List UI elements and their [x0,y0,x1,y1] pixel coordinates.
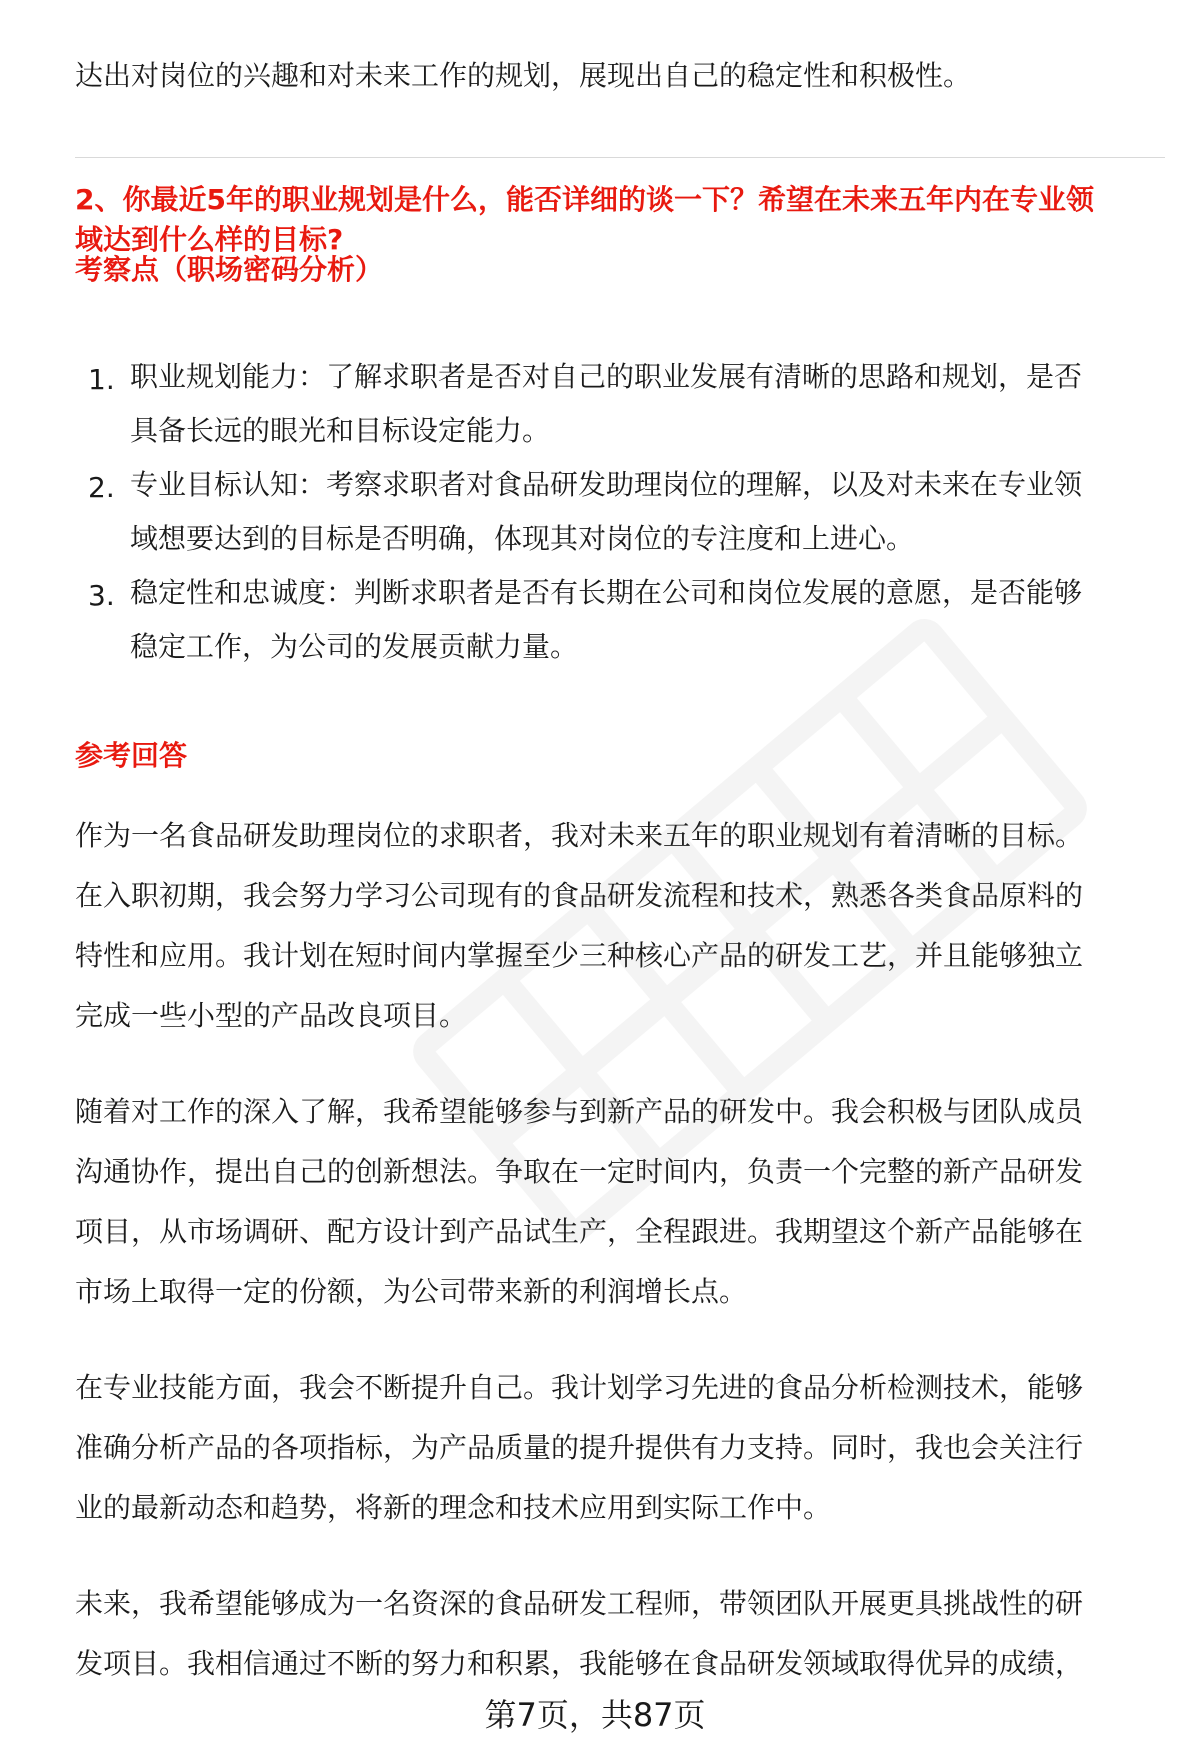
answer-line: 业的最新动态和趋势，将新的理念和技术应用到实际工作中。 [75,1491,832,1524]
answer-line: 项目，从市场调研、配方设计到产品试生产，全程跟进。我期望这个新产品能够在 [75,1215,1084,1248]
point-number: 1. [88,363,115,396]
answer-line: 发项目。我相信通过不断的努力和积累，我能够在食品研发领域取得优异的成绩， [75,1647,1084,1680]
answer-line: 特性和应用。我计划在短时间内掌握至少三种核心产品的研发工艺，并且能够独立 [75,939,1084,972]
point-number: 3. [88,579,115,612]
point-line: 稳定性和忠诚度：判断求职者是否有长期在公司和岗位发展的意愿，是否能够 [130,576,1083,609]
page-number-footer: 第7页，共87页 [484,1696,706,1734]
reference-heading: 参考回答 [75,739,188,772]
assessment-point [75,350,1165,458]
answer-line: 在入职初期，我会努力学习公司现有的食品研发流程和技术，熟悉各类食品原料的 [75,879,1084,912]
assessment-points-list [75,350,1165,674]
answer-line: 沟通协作，提出自己的创新想法。争取在一定时间内，负责一个完整的新产品研发 [75,1155,1084,1188]
point-line: 稳定工作，为公司的发展贡献力量。 [130,630,579,663]
answer-paragraph [75,1082,1165,1322]
question-line: 2、你最近5年的职业规划是什么，能否详细的谈一下？希望在未来五年内在专业领 [75,183,1094,216]
section-divider [75,157,1165,158]
answer-paragraph [75,806,1165,1046]
answer-line: 随着对工作的深入了解，我希望能够参与到新产品的研发中。我会积极与团队成员 [75,1095,1084,1128]
answer-line: 市场上取得一定的份额，为公司带来新的利润增长点。 [75,1275,748,1308]
answer-line: 在专业技能方面，我会不断提升自己。我计划学习先进的食品分析检测技术，能够 [75,1371,1084,1404]
assessment-heading: 考察点（职场密码分析） [75,253,384,286]
answer-line: 完成一些小型的产品改良项目。 [75,999,468,1032]
answer-paragraph [75,1574,1165,1694]
answer-paragraph [75,1358,1165,1538]
answer-line: 准确分析产品的各项指标，为产品质量的提升提供有力支持。同时，我也会关注行 [75,1431,1084,1464]
point-line: 职业规划能力：了解求职者是否对自己的职业发展有清晰的思路和规划，是否 [130,360,1083,393]
assessment-point [75,566,1165,674]
point-line: 具备长远的眼光和目标设定能力。 [130,414,551,447]
question-line: 域达到什么样的目标? [75,223,344,256]
intro-paragraph: 达出对岗位的兴趣和对未来工作的规划，展现出自己的稳定性和积极性。 [75,59,972,92]
point-line: 专业目标认知：考察求职者对食品研发助理岗位的理解，以及对未来在专业领 [130,468,1083,501]
point-number: 2. [88,471,115,504]
question-heading [75,180,1165,260]
answer-line: 未来，我希望能够成为一名资深的食品研发工程师，带领团队开展更具挑战性的研 [75,1587,1084,1620]
assessment-point [75,458,1165,566]
answer-line: 作为一名食品研发助理岗位的求职者，我对未来五年的职业规划有着清晰的目标。 [75,819,1084,852]
point-line: 域想要达到的目标是否明确，体现其对岗位的专注度和上进心。 [130,522,915,555]
